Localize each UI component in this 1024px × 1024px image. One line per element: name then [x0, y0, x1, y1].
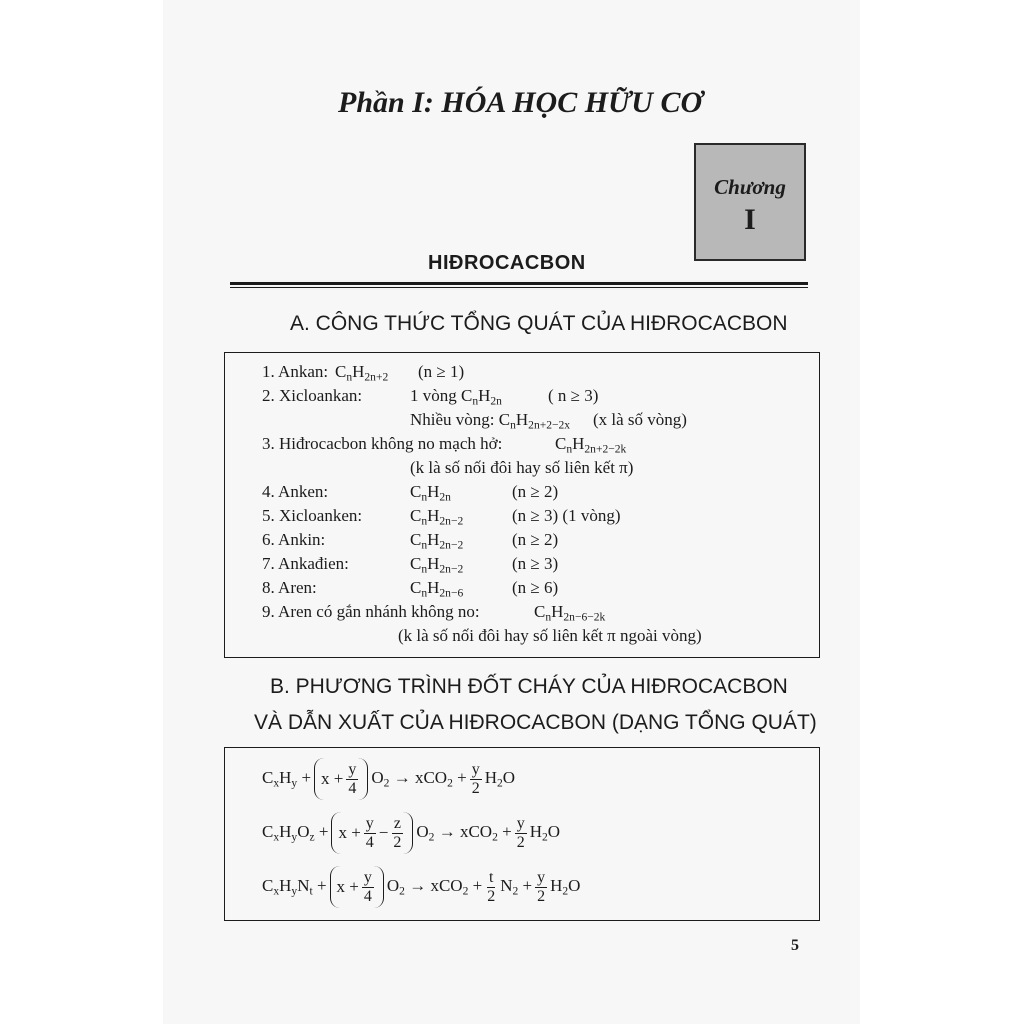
formula-name: 8. Aren: — [262, 578, 317, 597]
formula-condition: (n ≥ 3) — [512, 554, 559, 573]
title-rule-thin — [230, 287, 808, 288]
formula-name: 4. Anken: — [262, 482, 329, 501]
formula-name: 6. Ankin: — [262, 530, 326, 549]
part-title: Phần I: HÓA HỌC HỮU CƠ — [338, 86, 703, 119]
formula-condition: (x là số vòng) — [593, 410, 687, 429]
formula-condition: (n ≥ 2) — [512, 482, 559, 501]
combustion-equation-hydrocarbon: $C_xH_y$ + x + $\frac{y}{4}$ $O_2 \to xCO_2$ + $\frac{y}{2}$ $H_2O$ — [262, 758, 515, 800]
page-number: 5 — [791, 937, 799, 954]
formula-name: 5. Xicloanken: — [262, 506, 363, 525]
general-formula: $C_nH_{2n}$ — [410, 482, 451, 504]
formula-name: 2. Xicloankan: — [262, 386, 363, 405]
general-formula: $C_nH_{2n-2}$ — [410, 554, 464, 576]
general-formula: Nhiều vòng: $C_nH_{2n+2-2x}$ — [410, 410, 571, 432]
formula-name: 9. Aren có gắn nhánh không no: — [262, 602, 480, 621]
formula-condition: ( n ≥ 3) — [548, 386, 599, 405]
title-rule — [230, 282, 808, 285]
section-b-heading-line1: B. PHƯƠNG TRÌNH ĐỐT CHÁY CỦA HIĐROCACBON — [270, 675, 788, 698]
chapter-box — [694, 143, 806, 261]
section-b-heading-line2: VÀ DẪN XUẤT CỦA HIĐROCACBON (DẠNG TỔNG QUÁT) — [254, 711, 817, 734]
formula-condition: (n ≥ 3) (1 vòng) — [512, 506, 621, 525]
formula-condition: (n ≥ 2) — [512, 530, 559, 549]
section-a-heading: A. CÔNG THỨC TỔNG QUÁT CỦA HIĐROCACBON — [290, 312, 788, 335]
combustion-equation-oxygen-derivative: $C_xH_yO_z$ + x + $\frac{y}{4}$ − $\frac{z}{2}$ $O_2 \to xCO_2$ + $\frac{y}{2}$ $H_2O$ — [262, 812, 560, 854]
formula-condition: (n ≥ 6) — [512, 578, 559, 597]
chapter-number: I — [744, 203, 756, 236]
general-formula: $C_nH_{2n-6}$ — [410, 578, 464, 600]
combustion-equation-nitrogen-derivative: $C_xH_yN_t$ + x + $\frac{y}{4}$ $O_2 \to xCO_2$ + $\frac{t}{2}$ $N_2$ + $\frac{y}{2}$ $H_2O$ — [262, 866, 580, 908]
general-formula: $C_nH_{2n-6-2k}$ — [534, 602, 606, 624]
formula-condition: (k là số nối đôi hay số liên kết π ngoài vòng) — [398, 626, 702, 645]
formula-name: 3. Hiđrocacbon không no mạch hở: — [262, 434, 503, 453]
chapter-word: Chương — [714, 175, 786, 199]
general-formula: $C_nH_{2n-2}$ — [410, 530, 464, 552]
formula-name: 7. Ankađien: — [262, 554, 349, 573]
general-formula: $C_nH_{2n+2-2k}$ — [555, 434, 627, 456]
chapter-title: HIĐROCACBON — [428, 252, 586, 274]
formula-condition: (k là số nối đôi hay số liên kết π) — [410, 458, 634, 477]
formula-condition: (n ≥ 1) — [418, 362, 465, 381]
general-formula: $C_nH_{2n-2}$ — [410, 506, 464, 528]
general-formula: $C_nH_{2n+2}$ — [335, 362, 389, 384]
general-formula: 1 vòng $C_nH_{2n}$ — [410, 386, 502, 408]
formula-name: 1. Ankan: — [262, 362, 329, 381]
